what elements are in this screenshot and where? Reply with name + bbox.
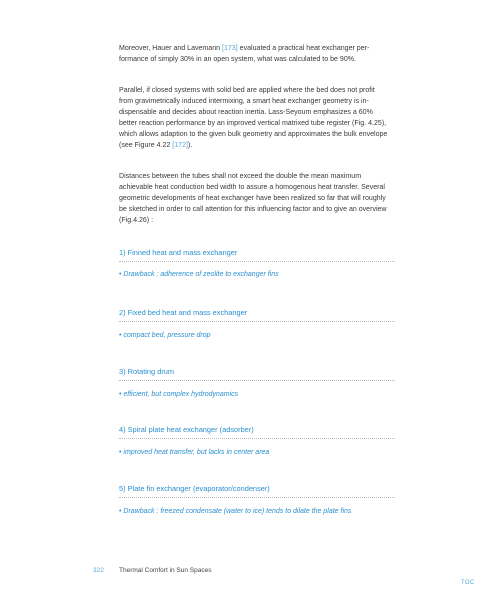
exchanger-heading-rotating-drum: 3) Rotating drum [119, 367, 395, 381]
page-number: 322 [93, 567, 104, 574]
exchanger-heading-finned: 1) Finned heat and mass exchanger [119, 248, 395, 262]
paragraph-hauer-lavemann [119, 43, 389, 65]
paragraph-closed-systems [119, 85, 389, 151]
paragraph-text: Moreover, Hauer and Lavemann [119, 45, 223, 52]
exchanger-heading-plate-fin: 5) Plate fin exchanger (evaporator/condenser) [119, 484, 395, 498]
citation-link[interactable]: [172] [172, 142, 188, 149]
paragraph-text: evaluated a practical heat exchanger per-formance of simply 30% in an open system, what was calculated to be 90%. [119, 45, 370, 63]
running-footer-title: Thermal Comfort in Sun Spaces [119, 567, 212, 574]
exchanger-heading-spiral-plate: 4) Spiral plate heat exchanger (adsorber) [119, 425, 395, 439]
citation-link[interactable]: [173] [222, 45, 238, 52]
exchanger-note-finned: • Drawback : adherence of zeolite to exchanger fins [119, 271, 279, 278]
exchanger-note-fixed-bed: • compact bed, pressure drop [119, 332, 211, 339]
paragraph-text: Distances between the tubes shall not exceed the double the mean maximum achievable heat conduction bed width to assure a homogenous heat transfer. Several geometric developments of heat exchanger have been realized so far that will roughly be sketched in order to call attention for this influencing factor and to give an overview (Fig.4.26) : [119, 173, 387, 224]
exchanger-note-rotating-drum: • efficient, but complex hydrodynamics [119, 391, 239, 398]
paragraph-text: ). [187, 142, 193, 149]
paragraph-text: Parallel, if closed systems with solid bed are applied where the bed does not profit from gravimetrically induced intermixing, a smart heat exchanger geometry is in-dispensable and decides about reaction inertia. Lass-Seyoum emphasizes a 60% better reaction performance by an improved vertical matrixed tube register (Fig. 4.25), which allows adaption to the given bulk geometry and approximates the bulk envelope (see Figure 4.22 [119, 87, 388, 149]
paragraph-tube-distances [119, 171, 389, 226]
exchanger-note-plate-fin: • Drawback : freezed condensate (water to ice) tends to dilate the plate fins [119, 508, 352, 515]
exchanger-heading-fixed-bed: 2) Fixed bed heat and mass exchanger [119, 308, 395, 322]
exchanger-note-spiral-plate: • improved heat transfer, but lacks in center area [119, 449, 270, 456]
toc-link[interactable]: TOC [461, 580, 475, 586]
